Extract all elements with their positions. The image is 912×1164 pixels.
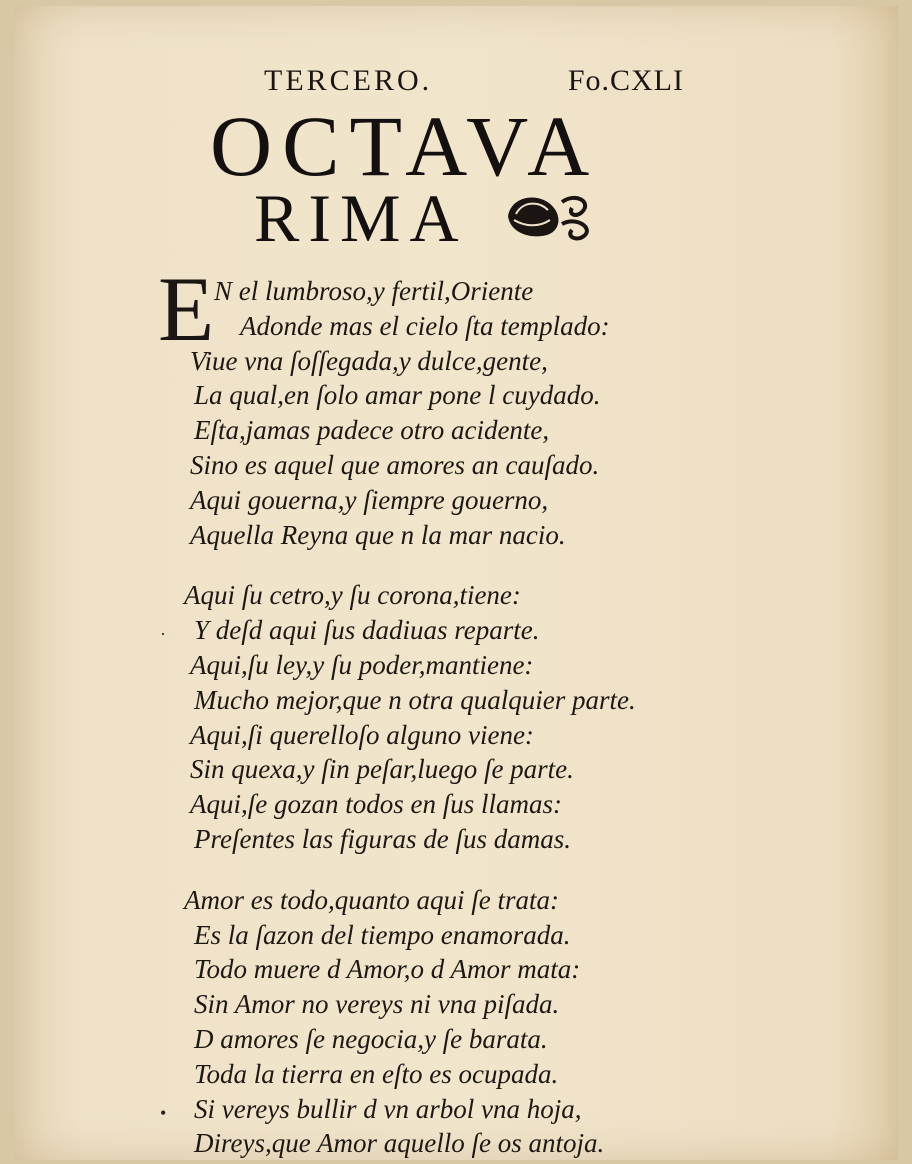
title-line-1: OCTAVA xyxy=(210,98,600,194)
verse-line: Aqui,ſu ley,y ſu poder,mantiene: xyxy=(190,649,534,680)
verse-line: Aqui,ſe gozan todos en ſus llamas: xyxy=(190,789,562,820)
verse-line: Aqui ſu cetro,y ſu corona,tiene: xyxy=(184,580,521,611)
verse-body xyxy=(160,274,744,1160)
verse-line: Sino es aquel que amores an cauſado. xyxy=(190,449,600,480)
verse-line xyxy=(160,1092,744,1127)
verse-line: La qual,en ſolo amar pone l cuydado. xyxy=(194,380,601,411)
title-line-2: RIMA xyxy=(254,180,468,256)
verse-line: Toda la tierra en eſto es ocupada. xyxy=(194,1058,559,1089)
verse-line-text: Si vereys bullir d vn arbol vna hoja, xyxy=(194,1093,582,1124)
stanza-2 xyxy=(160,578,744,856)
margin-mark: • xyxy=(160,1102,167,1123)
verse-line: Aqui,ſi querelloſo alguno viene: xyxy=(190,719,534,750)
verse-line-text: Y deſd aqui ſus dadiuas reparte. xyxy=(194,615,540,646)
margin-mark: · xyxy=(160,624,166,645)
verse-line: Aquella Reyna que n la mar nacio. xyxy=(190,519,566,550)
verse-line: N el lumbroso,y fertil,Oriente xyxy=(214,276,534,306)
stanza-3 xyxy=(160,883,744,1160)
verse-line: Mucho mejor,que n otra qualquier parte. xyxy=(194,684,636,715)
verse-line: Todo muere d Amor,o d Amor mata: xyxy=(194,954,581,985)
verse-line: Eſta,jamas padece otro acidente, xyxy=(194,415,550,446)
header-section: TERCERO. xyxy=(264,64,433,97)
verse-line: Es la ſazon del tiempo enamorada. xyxy=(194,919,571,950)
folio-number: Fo.CXLI xyxy=(567,64,684,97)
drop-cap: E xyxy=(158,258,215,360)
verse-line: Adonde mas el cielo ſta templado: xyxy=(240,310,610,341)
verse-line xyxy=(160,613,744,648)
verse-line: D amores ſe negocia,y ſe barata. xyxy=(194,1023,548,1054)
verse-line: Sin quexa,y ſin peſar,luego ſe parte. xyxy=(190,754,574,785)
verse-line: Amor es todo,quanto aqui ſe trata: xyxy=(184,884,559,915)
verse-line: Sin Amor no vereys ni vna piſada. xyxy=(194,989,560,1020)
verse-line: Direys,que Amor aquello ſe os antoja. xyxy=(194,1128,605,1159)
verse-line: Preſentes las figuras de ſus damas. xyxy=(194,823,571,854)
book-page xyxy=(14,6,898,1160)
verse-line: Viue vna ſoſſegada,y dulce,gente, xyxy=(190,345,548,376)
stanza-1 xyxy=(184,274,744,552)
verse-line: Aqui gouerna,y ſiempre gouerno, xyxy=(190,484,549,515)
fleuron-ornament-icon xyxy=(502,188,598,242)
